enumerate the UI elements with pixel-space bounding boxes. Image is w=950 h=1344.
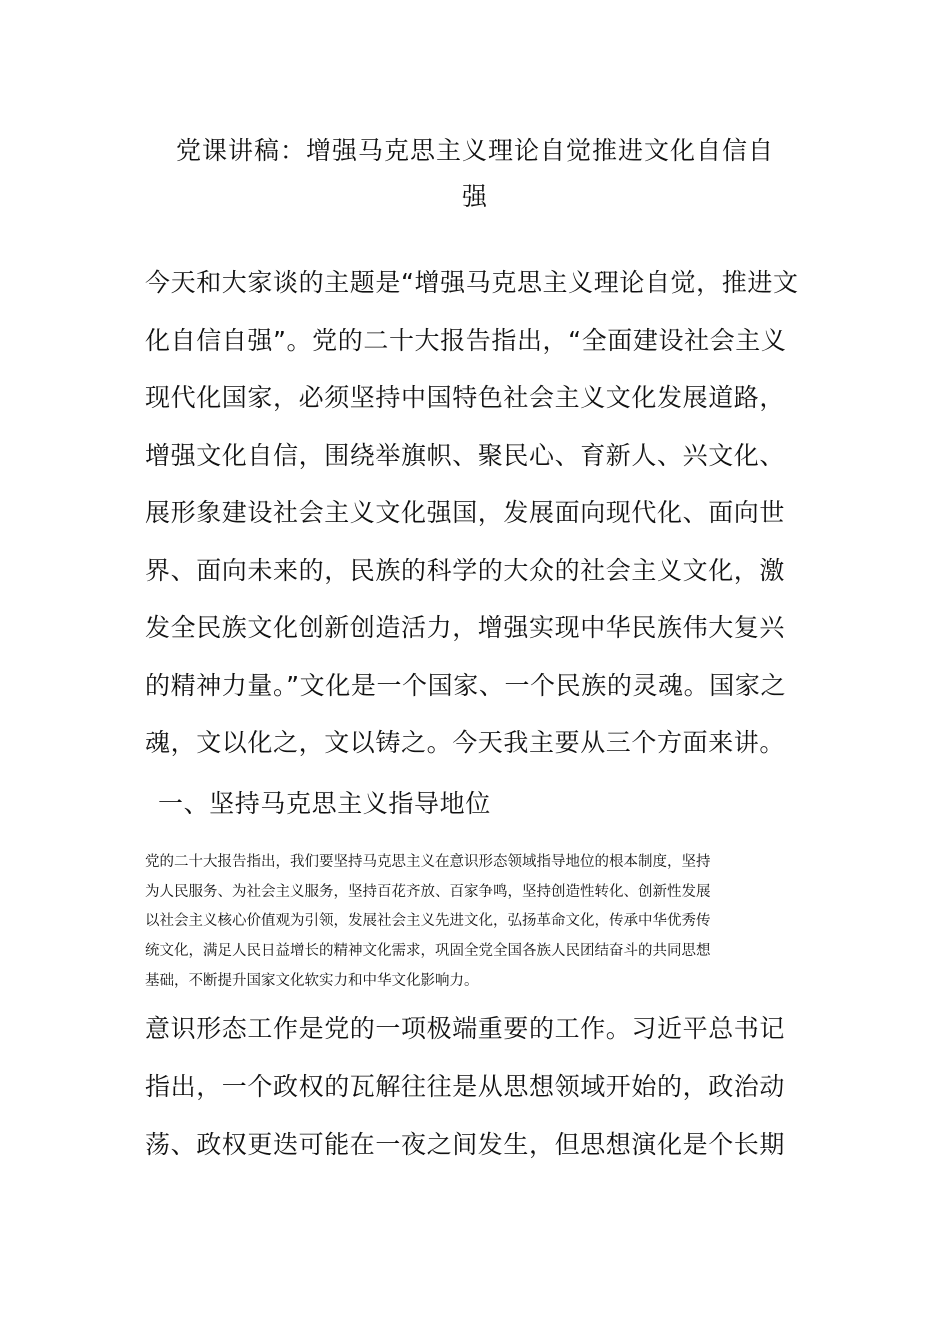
- document-title: [145, 128, 805, 220]
- text-line: 界、面向未来的，民族的科学的大众的社会主义文化，激: [145, 555, 786, 585]
- title-line: 强: [461, 182, 488, 211]
- text-line: 意识形态工作是党的一项极端重要的工作。习近平总书记: [145, 1014, 786, 1043]
- text-line: 的精神力量。”文化是一个国家、一个民族的灵魂。国家之: [145, 670, 787, 700]
- text-line: 基础，不断提升国家文化软实力和中华文化影响力。: [145, 972, 479, 989]
- body-paragraph: [145, 1000, 807, 1174]
- text-line: 化自信自强”。党的二十大报告指出，“全面建设社会主义: [145, 325, 787, 355]
- text-line: 党的二十大报告指出，我们要坚持马克思主义在意识形态领域指导地位的根本制度，坚持: [145, 854, 711, 870]
- text-line: 荡、政权更迭可能在一夜之间发生，但思想演化是个长期: [145, 1130, 786, 1159]
- text-line: 增强文化自信，围绕举旗帜、聚民心、育新人、兴文化、: [145, 440, 786, 470]
- text-line: 现代化国家，必须坚持中国特色社会主义文化发展道路，: [145, 383, 786, 412]
- text-line: 为人民服务、为社会主义服务，坚持百花齐放、百家争鸣，坚持创造性转化、创新性发展: [145, 883, 711, 900]
- title-line: 党课讲稿：增强马克思主义理论自觉推进文化自信自: [175, 136, 774, 165]
- section-heading: 一、坚持马克思主义指导地位: [158, 789, 491, 818]
- text-line: 今天和大家谈的主题是“增强马克思主义理论自觉，推进文: [145, 268, 799, 297]
- small-paragraph: [145, 848, 807, 997]
- text-line: 展形象建设社会主义文化强国，发展面向现代化、面向世: [145, 498, 786, 527]
- text-line: 发全民族文化创新创造活力，增强实现中华民族伟大复兴: [145, 613, 786, 642]
- text-line: 以社会主义核心价值观为引领，发展社会主义先进文化，弘扬革命文化，传承中华优秀传: [145, 913, 711, 930]
- text-line: 指出，一个政权的瓦解往往是从思想领域开始的，政治动: [145, 1072, 786, 1101]
- text-line: 魂，文以化之，文以铸之。今天我主要从三个方面来讲。: [145, 728, 786, 757]
- text-line: 统文化，满足人民日益增长的精神文化需求，巩固全党全国各族人民团结奋斗的共同思想: [145, 943, 711, 960]
- intro-paragraph: [145, 254, 807, 772]
